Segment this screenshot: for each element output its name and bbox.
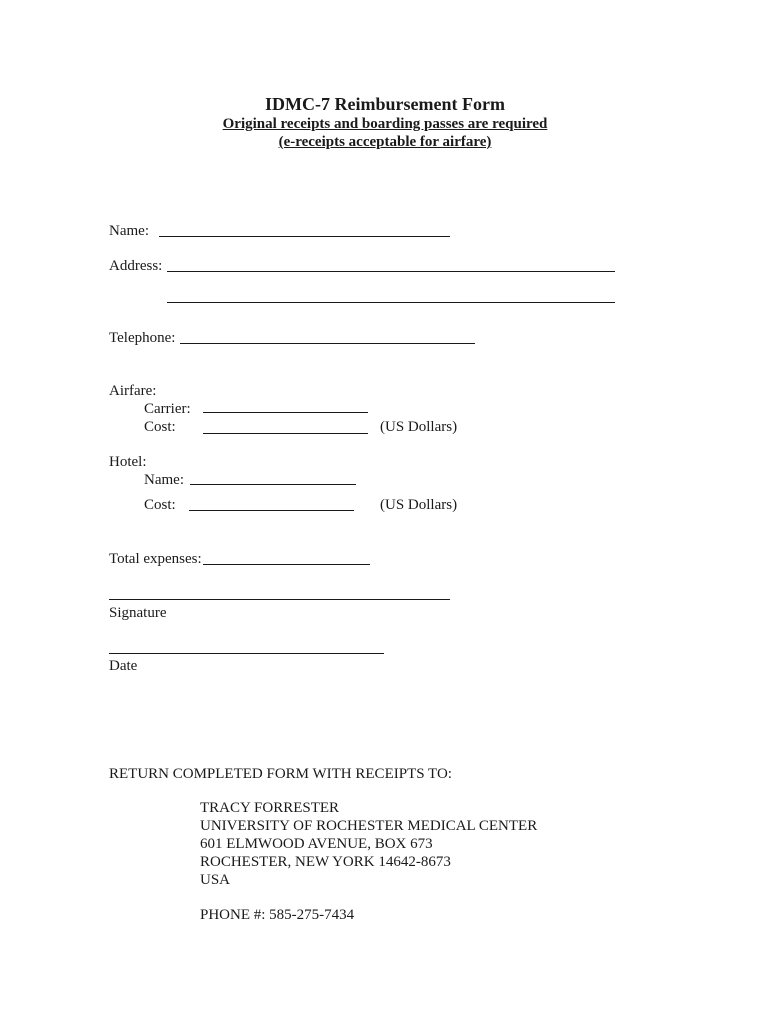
address-label: Address: [109, 258, 163, 274]
name-field-line[interactable] [159, 236, 450, 237]
hotel-label: Hotel: [109, 454, 147, 470]
carrier-field-line[interactable] [203, 412, 368, 413]
name-label: Name: [109, 223, 149, 239]
form-subtitle-requirements: Original receipts and boarding passes are required [222, 116, 548, 132]
form-subtitle-e-receipts: (e-receipts acceptable for airfare) [278, 134, 492, 150]
signature-label: Signature [109, 605, 167, 621]
airfare-cost-field-line[interactable] [203, 433, 368, 434]
telephone-label: Telephone: [109, 330, 176, 346]
address-field-line-1[interactable] [167, 271, 615, 272]
return-phone: PHONE #: 585-275-7434 [200, 907, 355, 923]
total-expenses-field-line[interactable] [203, 564, 370, 565]
hotel-cost-field-line[interactable] [189, 510, 354, 511]
date-label: Date [109, 658, 138, 674]
return-heading: RETURN COMPLETED FORM WITH RECEIPTS TO: [109, 766, 452, 782]
hotel-cost-label: Cost: [144, 497, 176, 513]
airfare-currency-note: (US Dollars) [380, 419, 458, 435]
return-city-state-zip: ROCHESTER, NEW YORK 14642-8673 [200, 854, 451, 870]
telephone-field-line[interactable] [180, 343, 475, 344]
carrier-label: Carrier: [144, 401, 191, 417]
return-contact-name: TRACY FORRESTER [200, 800, 340, 816]
return-country: USA [200, 872, 231, 888]
return-street-address: 601 ELMWOOD AVENUE, BOX 673 [200, 836, 433, 852]
address-field-line-2[interactable] [167, 302, 615, 303]
signature-field-line[interactable] [109, 599, 450, 600]
hotel-currency-note: (US Dollars) [380, 497, 458, 513]
airfare-label: Airfare: [109, 383, 157, 399]
date-field-line[interactable] [109, 653, 384, 654]
hotel-name-label: Name: [144, 472, 184, 488]
airfare-cost-label: Cost: [144, 419, 176, 435]
total-expenses-label: Total expenses: [109, 551, 202, 567]
hotel-name-field-line[interactable] [190, 484, 356, 485]
form-title: IDMC-7 Reimbursement Form [265, 94, 505, 114]
return-organization: UNIVERSITY OF ROCHESTER MEDICAL CENTER [200, 818, 538, 834]
